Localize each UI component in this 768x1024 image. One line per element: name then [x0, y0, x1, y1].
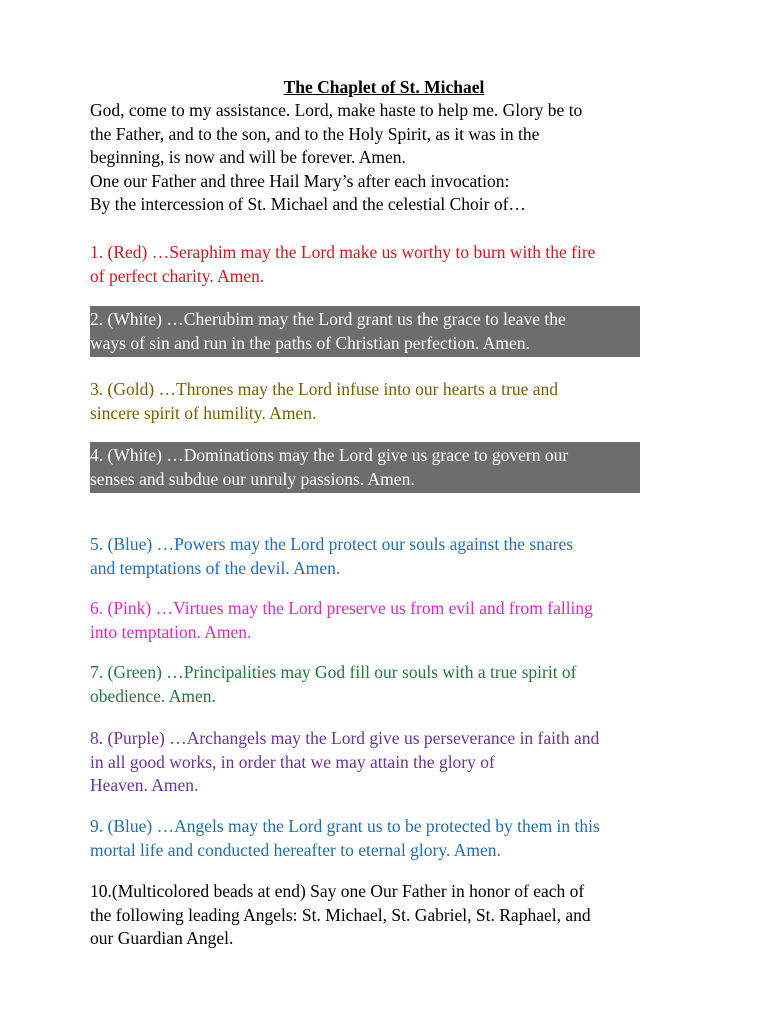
invocation-line: obedience. Amen. [90, 685, 216, 706]
invocation-line: ways of sin and run in the paths of Christian perfection. Amen. [90, 332, 530, 353]
intro-line: By the intercession of St. Michael and the celestial Choir of… [90, 194, 526, 215]
invocation-line: 6. (Pink) …Virtues may the Lord preserve us from evil and from falling [90, 598, 593, 618]
page-title: The Chaplet of St. Michael [283, 77, 485, 97]
invocation-line: senses and subdue our unruly passions. Amen. [90, 468, 415, 489]
invocation-dominations [90, 442, 640, 493]
invocation-line: 7. (Green) …Principalities may God fill our souls with a true spirit of [90, 662, 577, 682]
invocation-powers [90, 533, 650, 580]
invocation-line: of perfect charity. Amen. [90, 265, 265, 286]
invocation-virtues [90, 597, 650, 644]
invocation-line: Heaven. Amen. [90, 775, 199, 796]
intro-line: One our Father and three Hail Mary’s after each invocation: [90, 170, 510, 191]
intro-paragraph [90, 99, 670, 217]
invocation-angels [90, 815, 650, 862]
invocation-principalities [90, 661, 650, 708]
closing-paragraph [90, 880, 690, 951]
invocation-line: 3. (Gold) …Thrones may the Lord infuse into our hearts a true and [90, 379, 558, 399]
invocation-line: mortal life and conducted hereafter to eternal glory. Amen. [90, 839, 501, 860]
invocation-seraphim [90, 241, 650, 288]
invocation-line: sincere spirit of humility. Amen. [90, 402, 317, 423]
closing-line: the following leading Angels: St. Michael, St. Gabriel, St. Raphael, and [90, 904, 591, 925]
invocation-thrones [90, 378, 650, 425]
invocation-line: 1. (Red) …Seraphim may the Lord make us worthy to burn with the fire [90, 242, 596, 262]
closing-line: our Guardian Angel. [90, 928, 234, 949]
invocation-line: 8. (Purple) …Archangels may the Lord give us perseverance in faith and [90, 728, 600, 748]
invocation-line: 5. (Blue) …Powers may the Lord protect our souls against the snares [90, 534, 574, 554]
invocation-line: in all good works, in order that we may attain the glory of [90, 751, 495, 772]
invocation-line: into temptation. Amen. [90, 621, 252, 642]
invocation-line: 2. (White) …Cherubim may the Lord grant us the grace to leave the [90, 309, 566, 329]
intro-line: God, come to my assistance. Lord, make haste to help me. Glory be to [90, 100, 583, 120]
invocation-archangels [90, 727, 650, 798]
intro-line: beginning, is now and will be forever. Amen. [90, 147, 406, 168]
invocation-cherubim [90, 306, 640, 357]
intro-line: the Father, and to the son, and to the Holy Spirit, as it was in the [90, 123, 540, 144]
invocation-line: 9. (Blue) …Angels may the Lord grant us to be protected by them in this [90, 816, 600, 836]
invocation-line: 4. (White) …Dominations may the Lord give us grace to govern our [90, 445, 569, 465]
closing-line: 10.(Multicolored beads at end) Say one Our Father in honor of each of [90, 881, 585, 901]
invocation-line: and temptations of the devil. Amen. [90, 557, 341, 578]
